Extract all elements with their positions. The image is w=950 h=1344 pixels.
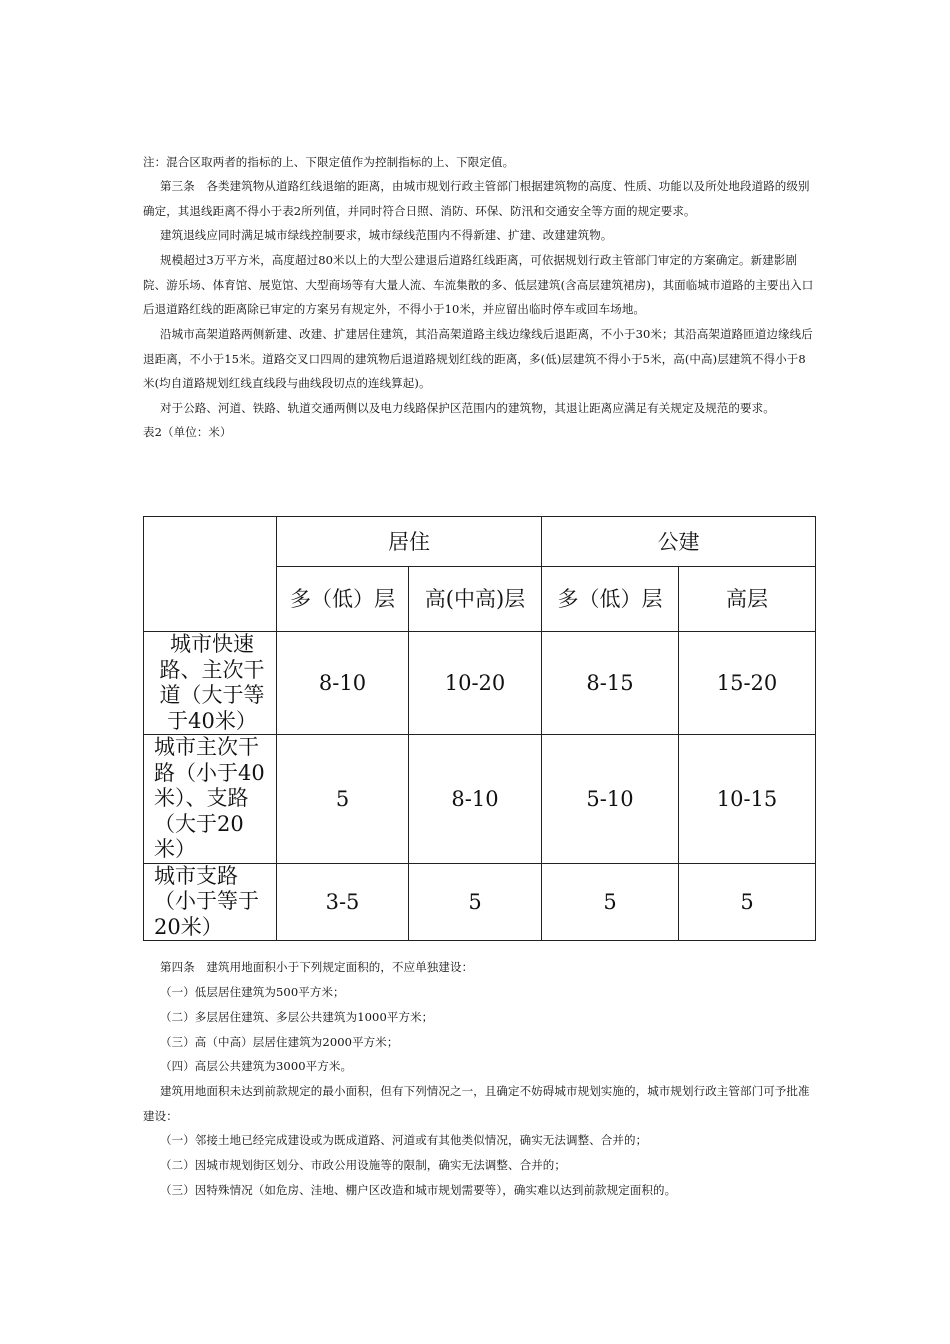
table-cell: 5 <box>542 863 679 941</box>
table-cell: 5-10 <box>542 735 679 864</box>
subheader-public-low: 多（低）层 <box>542 567 679 632</box>
exception-paragraph: 建筑用地面积未达到前款规定的最小面积，但有下列情况之一，且确定不妨碍城市规划实施的，城市规划行政主管部门可予批准建设： <box>143 1084 810 1123</box>
table-caption: 表2（单位：米） <box>143 425 232 439</box>
table-cell: 5 <box>679 863 816 941</box>
table-cell: 8-10 <box>409 735 542 864</box>
table-corner-cell <box>144 517 277 632</box>
article-3-paragraph: 第三条 各类建筑物从道路红线退缩的距离，由城市规划行政主管部门根据建筑物的高度、性质、功能以及所处地段道路的级别确定，其退线距离不得小于表2所列值，并同时符合日照、消防、环保、防汛和交通安全等方面的规定要求。 <box>143 179 810 218</box>
article-4-item-4: （四）高层公共建筑为3000平方米。 <box>160 1059 353 1073</box>
note-mixed-zone: 注：混合区取两者的指标的上、下限定值作为控制指标的上、下限定值。 <box>143 155 515 169</box>
group-header-public: 公建 <box>542 517 816 567</box>
setback-table <box>143 516 816 941</box>
table-row <box>144 735 816 864</box>
table-group-header-row <box>144 517 816 567</box>
row-label-branch-road: 城市支路（小于等于20米） <box>144 863 277 941</box>
row-label-arterial: 城市主次干路（小于40米）、支路（大于20米） <box>144 735 277 864</box>
table-cell: 10-15 <box>679 735 816 864</box>
table-cell: 15-20 <box>679 632 816 735</box>
group-header-residential: 居住 <box>277 517 542 567</box>
exception-item-3: （三）因特殊情况（如危房、洼地、棚户区改造和城市规划需要等），确实难以达到前款规定面积的。 <box>160 1183 677 1197</box>
table-cell: 8-10 <box>277 632 409 735</box>
subheader-residential-low: 多（低）层 <box>277 567 409 632</box>
large-public-building-paragraph: 规模超过3万平方米，高度超过80米以上的大型公建退后道路红线距离，可依据规划行政主管部门审定的方案确定。新建影剧院、游乐场、体育馆、展览馆、大型商场等有大量人流、车流集散的多、低层建筑(含高层建筑裙房)，其面临城市道路的主要出入口后退道路红线的距离除已审定的方案另有规定外，不得小于10米，并应留出临时停车或回车场地。 <box>143 253 814 316</box>
subheader-residential-high: 高(中高)层 <box>409 567 542 632</box>
article-4-item-3: （三）高（中高）层居住建筑为2000平方米； <box>160 1035 399 1049</box>
row-label-expressway: 城市快速路、主次干道（大于等于40米） <box>144 632 277 735</box>
article-4-item-1: （一）低层居住建筑为500平方米； <box>160 985 345 999</box>
table-row <box>144 863 816 941</box>
elevated-road-paragraph: 沿城市高架道路两侧新建、改建、扩建居住建筑，其沿高架道路主线边缘线后退距离，不小于30米；其沿高架道路匝道边缘线后退距离，不小于15米。道路交叉口四周的建筑物后退道路规划红线的距离，多(低)层建筑不得小于5米，高(中高)层建筑不得小于8米(均自道路规划红线直线段与曲线段切点的连线算起)。 <box>143 327 813 390</box>
table-row <box>144 632 816 735</box>
table-cell: 5 <box>277 735 409 864</box>
highway-river-paragraph: 对于公路、河道、铁路、轨道交通两侧以及电力线路保护区范围内的建筑物，其退让距离应满足有关规定及规范的要求。 <box>160 401 775 415</box>
table-cell: 10-20 <box>409 632 542 735</box>
table-cell: 3-5 <box>277 863 409 941</box>
exception-item-2: （二）因城市规划街区划分、市政公用设施等的限制，确实无法调整、合并的； <box>160 1158 566 1172</box>
subheader-public-high: 高层 <box>679 567 816 632</box>
article-4-paragraph: 第四条 建筑用地面积小于下列规定面积的，不应单独建设： <box>160 960 474 974</box>
table-cell: 5 <box>409 863 542 941</box>
green-line-paragraph: 建筑退线应同时满足城市绿线控制要求，城市绿线范围内不得新建、扩建、改建建筑物。 <box>160 228 613 242</box>
exception-item-1: （一）邻接土地已经完成建设或为既成道路、河道或有其他类似情况，确实无法调整、合并的； <box>160 1133 648 1147</box>
table-cell: 8-15 <box>542 632 679 735</box>
article-4-item-2: （二）多层居住建筑、多层公共建筑为1000平方米； <box>160 1010 434 1024</box>
